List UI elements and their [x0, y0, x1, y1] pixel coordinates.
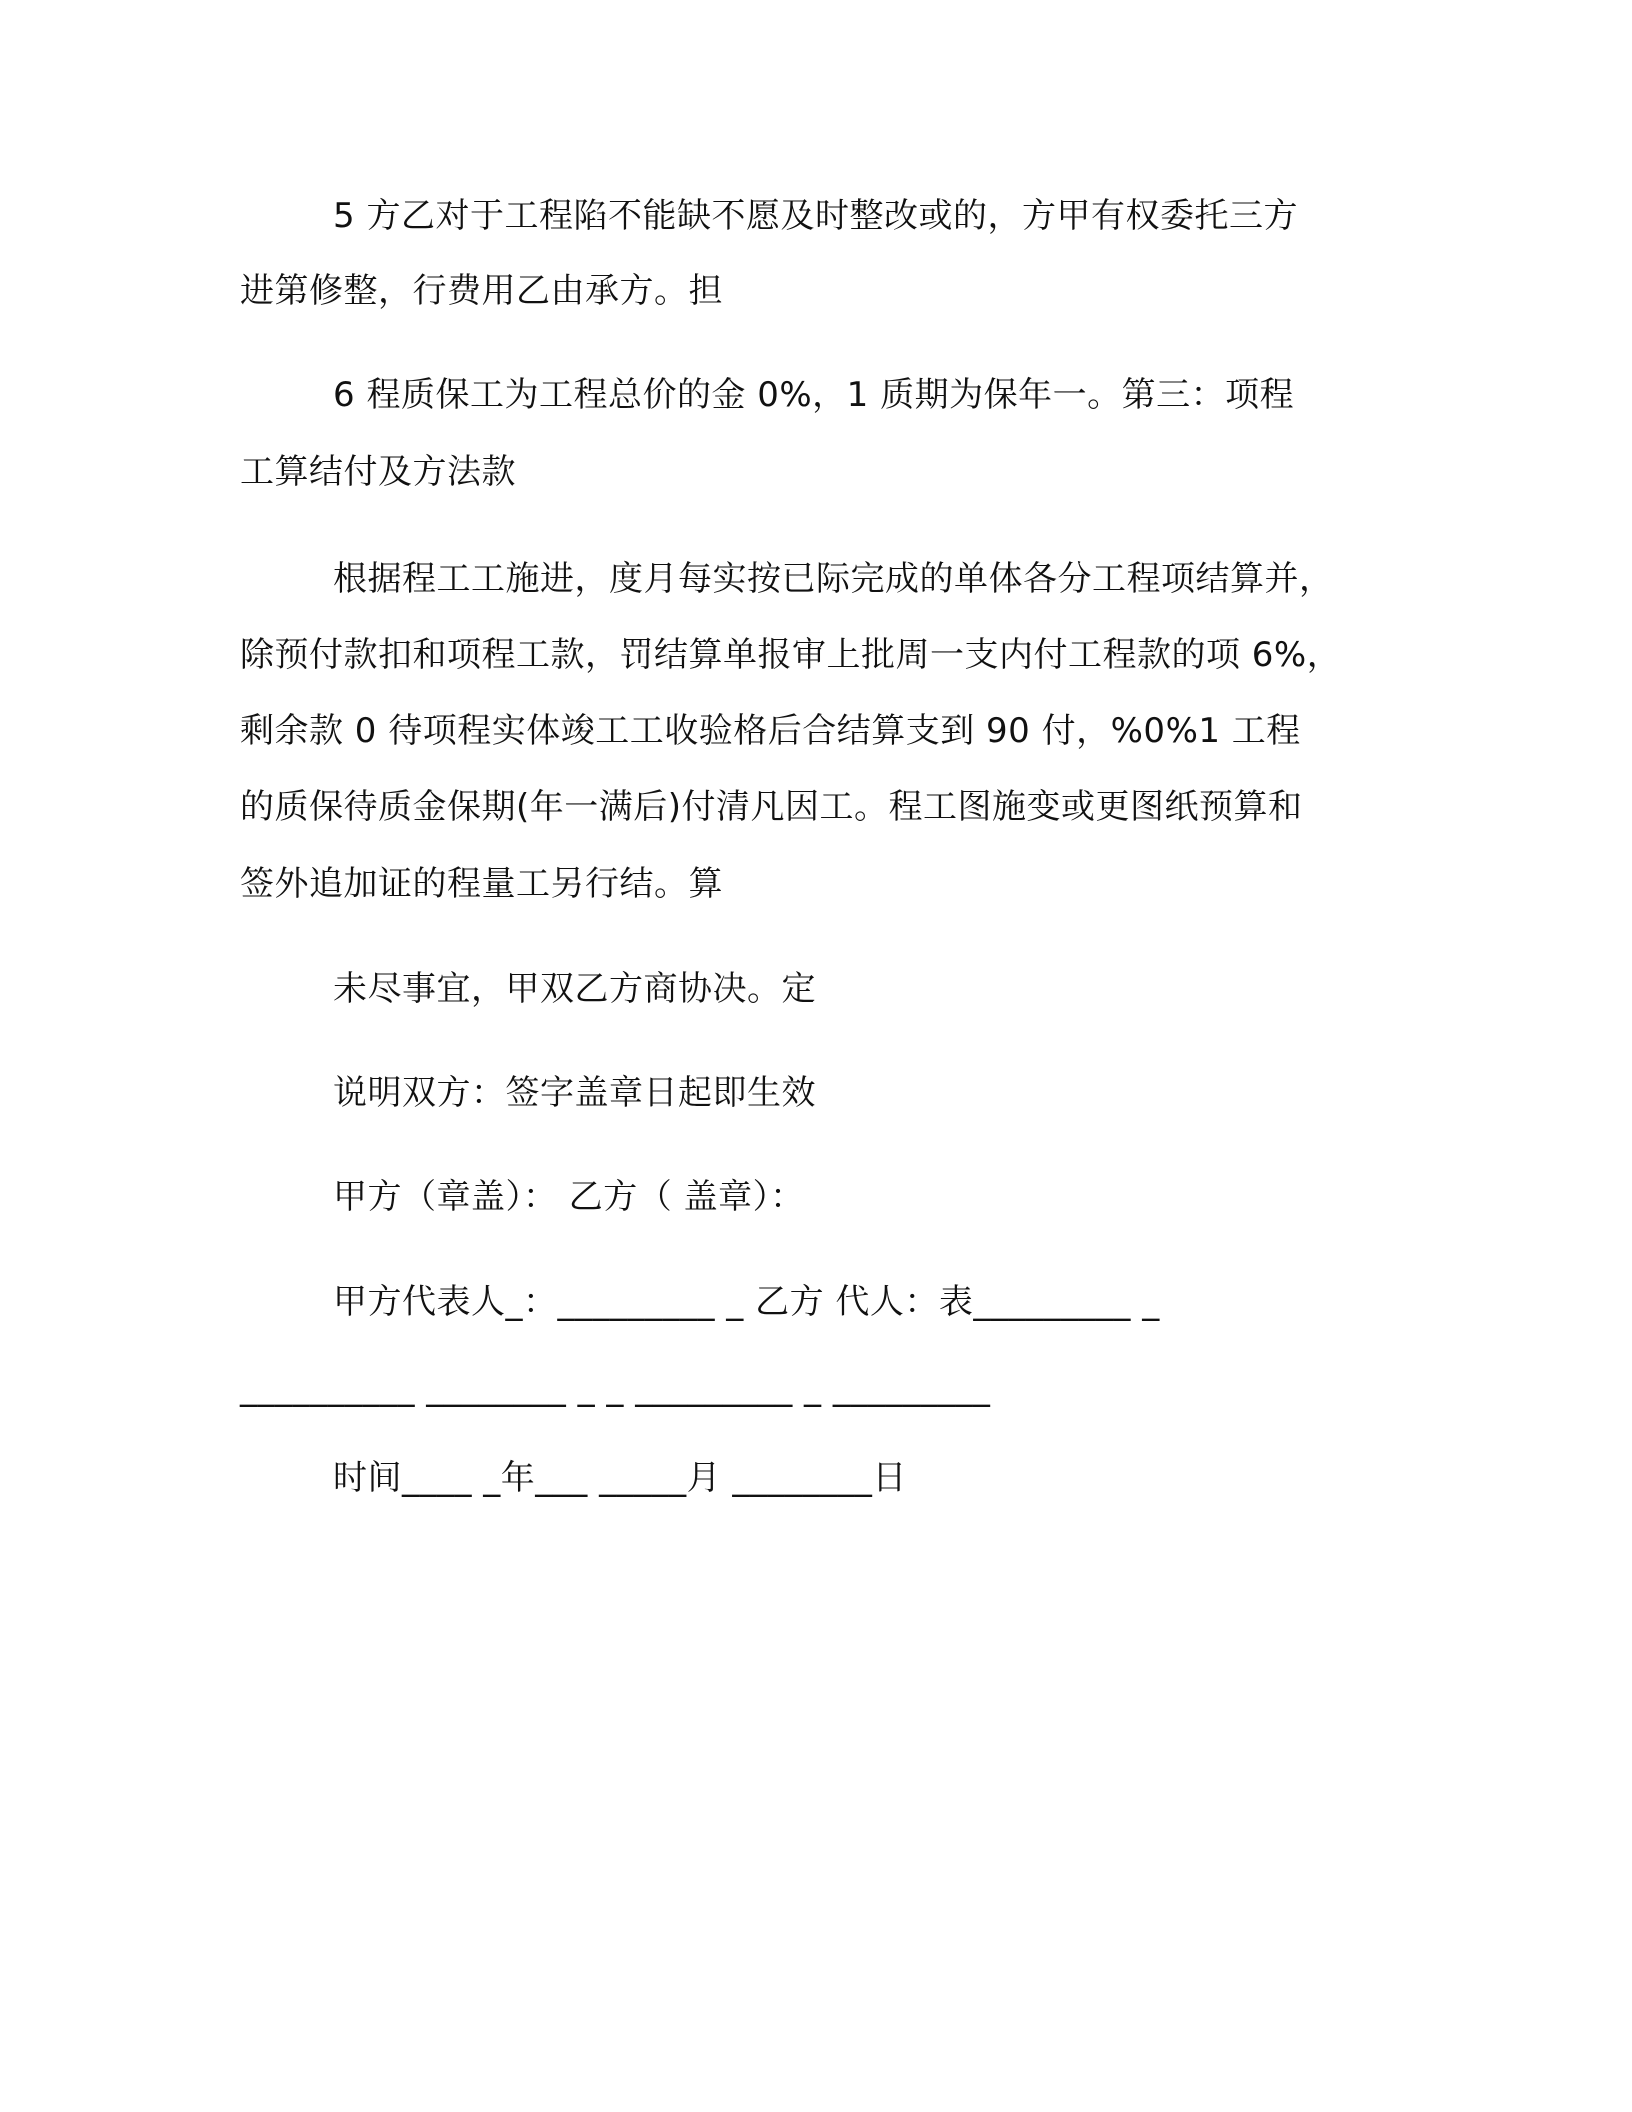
payment-line-5: 签外追加证的程量工另行结。算	[240, 864, 723, 904]
representative-line-1: 甲方代表人_：_________ _ 乙方 代人：表_________ _	[333, 1282, 1160, 1322]
effective-clause-line: 说明双方：签字盖章日起即生效	[333, 1073, 816, 1113]
unresolved-matters-line: 未尽事宜，甲双乙方商协决。定	[333, 969, 816, 1009]
clause-5-line-2: 进第修整，行费用乙由承方。担	[240, 271, 723, 311]
payment-line-1: 根据程工工施进，度月每实按已际完成的单体各分工程项结算并，	[333, 559, 1334, 599]
payment-line-3: 剩余款 0 待项程实体竣工工收验格后合结算支到 90 付，%0%1 工程	[240, 711, 1301, 751]
payment-line-4: 的质保待质金保期(年一满后)付清凡因工。程工图施变或更图纸预算和	[240, 787, 1303, 827]
clause-6-line-2: 工算结付及方法款	[240, 452, 516, 492]
clause-6-line-1: 6 程质保工为工程总价的金 0%，1 质期为保年一。第三：项程	[333, 375, 1295, 415]
seal-line: 甲方（章盖）： 乙方（ 盖章）：	[333, 1177, 805, 1217]
representative-line-2: __________ ________ _ _ _________ _ _________	[240, 1368, 991, 1408]
date-line: 时间____ _年___ _____月 ________日	[333, 1458, 907, 1498]
clause-5-line-1: 5 方乙对于工程陷不能缺不愿及时整改或的，方甲有权委托三方	[333, 196, 1298, 236]
payment-line-2: 除预付款扣和项程工款，罚结算单报审上批周一支内付工程款的项 6%，	[240, 635, 1342, 675]
